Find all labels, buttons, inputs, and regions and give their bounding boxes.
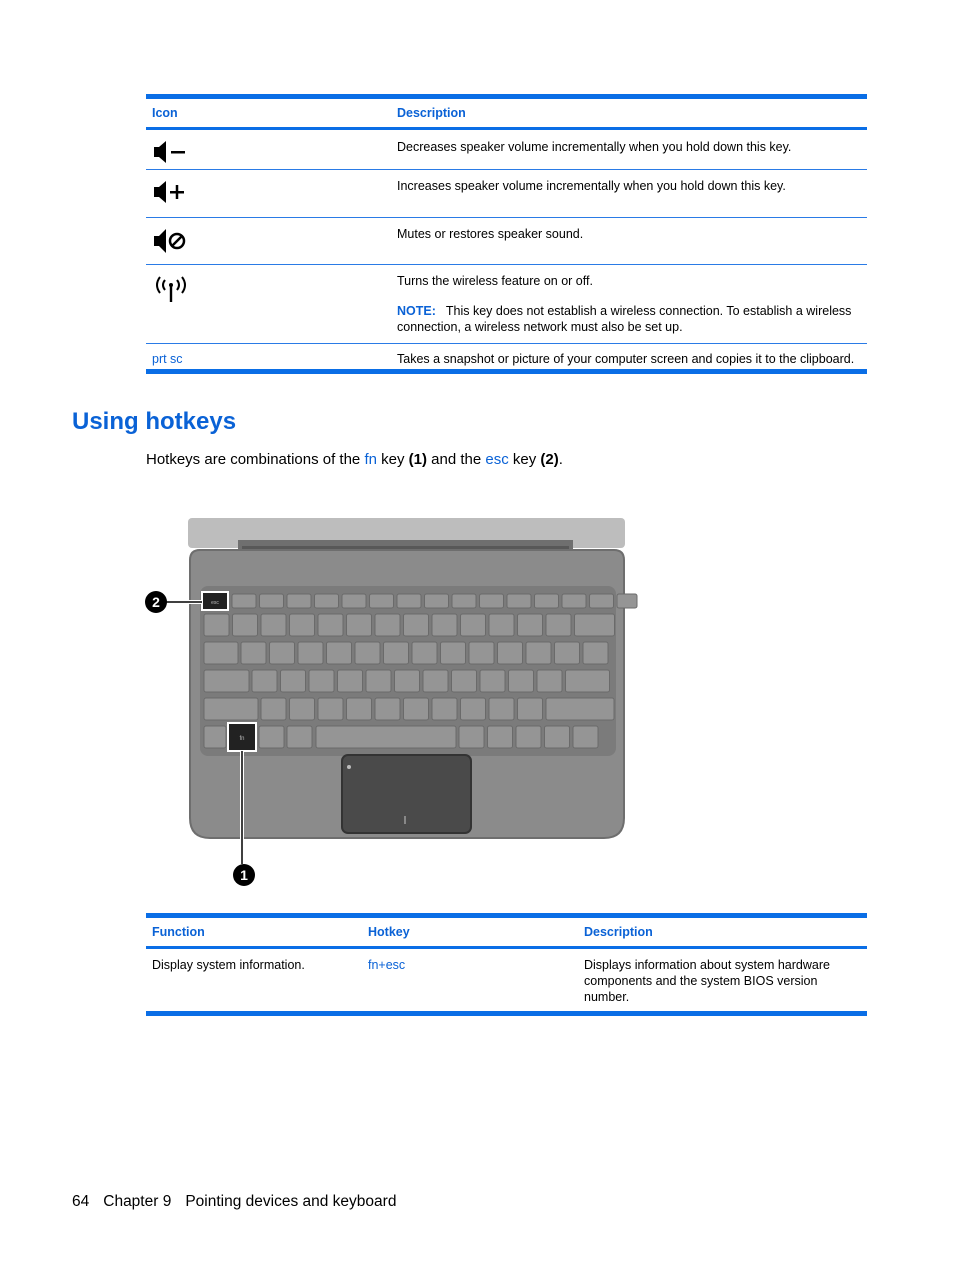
callout-1-number: 1 <box>240 867 248 883</box>
keyboard-key <box>583 642 608 664</box>
section-heading: Using hotkeys <box>72 408 237 435</box>
keyboard-key <box>270 642 295 664</box>
keyboard-key <box>384 642 409 664</box>
keyboard-key <box>347 698 372 720</box>
keyboard-key <box>535 594 559 608</box>
keyboard-key <box>355 642 380 664</box>
keyboard-key <box>298 642 323 664</box>
callout-ref-1: (1) <box>408 451 427 468</box>
keyboard-key <box>566 670 610 692</box>
keyboard-key <box>233 614 258 636</box>
function-cell: Display system information. <box>152 958 305 972</box>
keyboard-key <box>318 698 343 720</box>
table-row <box>146 129 867 170</box>
table-row <box>146 344 867 372</box>
keyboard-key <box>338 670 363 692</box>
keyboard-key <box>281 670 306 692</box>
keyboard-key <box>546 614 571 636</box>
keyboard-key <box>290 698 315 720</box>
keyboard-key <box>452 594 476 608</box>
keyboard-key <box>480 594 504 608</box>
column-header-description: Description <box>584 925 653 939</box>
keyboard-key <box>370 594 394 608</box>
keyboard-key <box>555 642 580 664</box>
keyboard-key <box>404 614 429 636</box>
keyboard-key <box>327 642 352 664</box>
note-label: NOTE: <box>397 304 436 318</box>
note <box>397 303 861 343</box>
wireless-icon <box>152 276 385 304</box>
intro-paragraph: Hotkeys are combinations of the fn key (1) and the esc key (2). <box>146 451 563 468</box>
fn-key-label: fn <box>239 736 245 742</box>
volume-down-icon <box>152 139 385 165</box>
keyboard-key <box>259 726 284 748</box>
hotkeys-table <box>146 913 867 1016</box>
keyboard-key <box>537 670 562 692</box>
hotkey-cell: fn+esc <box>368 958 406 972</box>
keyboard-key <box>232 594 256 608</box>
keyboard-key <box>423 670 448 692</box>
keyboard-key <box>516 726 541 748</box>
chapter-label: Chapter 9 <box>103 1193 172 1210</box>
page-footer <box>72 1193 410 1211</box>
keyboard-key <box>260 594 284 608</box>
keyboard-key <box>318 614 343 636</box>
keyboard-key <box>590 594 614 608</box>
mute-icon <box>152 227 385 255</box>
keyboard-key <box>252 670 277 692</box>
keyboard-key <box>287 726 312 748</box>
fn-key-ref: fn <box>364 451 377 468</box>
esc-key-label: esc <box>211 600 219 606</box>
description-cell: Displays information about system hardware components and the system BIOS version number. <box>584 958 830 1004</box>
keyboard-key <box>545 726 570 748</box>
keyboard-key <box>432 698 457 720</box>
column-header-function: Function <box>152 925 205 939</box>
keyboard-key <box>562 594 586 608</box>
keyboard-key <box>488 726 513 748</box>
keyboard-key <box>452 670 477 692</box>
table-row <box>146 948 867 1014</box>
row-description: Decreases speaker volume incrementally when you hold down this key. <box>397 140 792 154</box>
keyboard-key <box>518 614 543 636</box>
keyboard-key <box>489 698 514 720</box>
keyboard-key <box>507 594 531 608</box>
page-number: 64 <box>72 1193 90 1210</box>
note-text: This key does not establish a wireless connection. To establish a wireless connection, a wireless network must also be set up. <box>397 304 852 334</box>
keyboard-key <box>573 726 598 748</box>
keyboard-key <box>204 698 258 720</box>
table-header-row <box>146 97 867 129</box>
keyboard-key <box>261 614 286 636</box>
keyboard-key <box>461 614 486 636</box>
keyboard-key <box>425 594 449 608</box>
keyboard-key <box>290 614 315 636</box>
keyboard-key <box>546 698 614 720</box>
keyboard-key <box>309 670 334 692</box>
keyboard-key <box>375 614 400 636</box>
volume-up-icon <box>152 179 385 205</box>
esc-key-ref: esc <box>485 451 509 468</box>
keyboard-key <box>397 594 421 608</box>
keyboard-key <box>204 642 238 664</box>
keyboard-key <box>241 642 266 664</box>
table-row <box>146 265 867 344</box>
keyboard-key <box>366 670 391 692</box>
keyboard-key <box>498 642 523 664</box>
keyboard-key <box>441 642 466 664</box>
keyboard-key <box>316 726 456 748</box>
keyboard-key <box>395 670 420 692</box>
keyboard-key <box>315 594 339 608</box>
keyboard-key <box>480 670 505 692</box>
keyboard-illustration <box>138 518 638 893</box>
keyboard-key <box>526 642 551 664</box>
table-row <box>146 170 867 218</box>
callout-ref-2: (2) <box>540 451 559 468</box>
keyboard-key <box>575 614 615 636</box>
keyboard-key <box>204 670 249 692</box>
table-row <box>146 218 867 265</box>
keyboard-key <box>617 594 637 608</box>
keyboard-key <box>347 614 372 636</box>
keyboard-key <box>342 594 366 608</box>
keyboard-key <box>412 642 437 664</box>
row-description: Turns the wireless feature on or off. <box>397 274 593 288</box>
keyboard-key <box>518 698 543 720</box>
action-keys-table <box>146 94 867 374</box>
row-description: Mutes or restores speaker sound. <box>397 227 584 241</box>
keyboard-key <box>287 594 311 608</box>
keyboard-key <box>489 614 514 636</box>
prt-sc-key-label: prt sc <box>152 352 183 366</box>
column-header-hotkey: Hotkey <box>368 925 410 939</box>
keyboard-key <box>404 698 429 720</box>
keyboard-key <box>261 698 286 720</box>
keyboard-key <box>432 614 457 636</box>
keyboard-key <box>509 670 534 692</box>
chapter-title: Pointing devices and keyboard <box>185 1193 397 1210</box>
keyboard-key <box>204 726 226 748</box>
keyboard-key <box>204 614 229 636</box>
keyboard-key <box>375 698 400 720</box>
row-description: Increases speaker volume incrementally when you hold down this key. <box>397 179 786 193</box>
column-header-description: Description <box>397 106 466 120</box>
row-description: Takes a snapshot or picture of your computer screen and copies it to the clipboard. <box>397 352 855 366</box>
keyboard-key <box>469 642 494 664</box>
keyboard-key <box>459 726 484 748</box>
callout-2-number: 2 <box>152 594 160 610</box>
table-header-row <box>146 916 867 948</box>
keyboard-key <box>461 698 486 720</box>
column-header-icon: Icon <box>152 106 178 120</box>
